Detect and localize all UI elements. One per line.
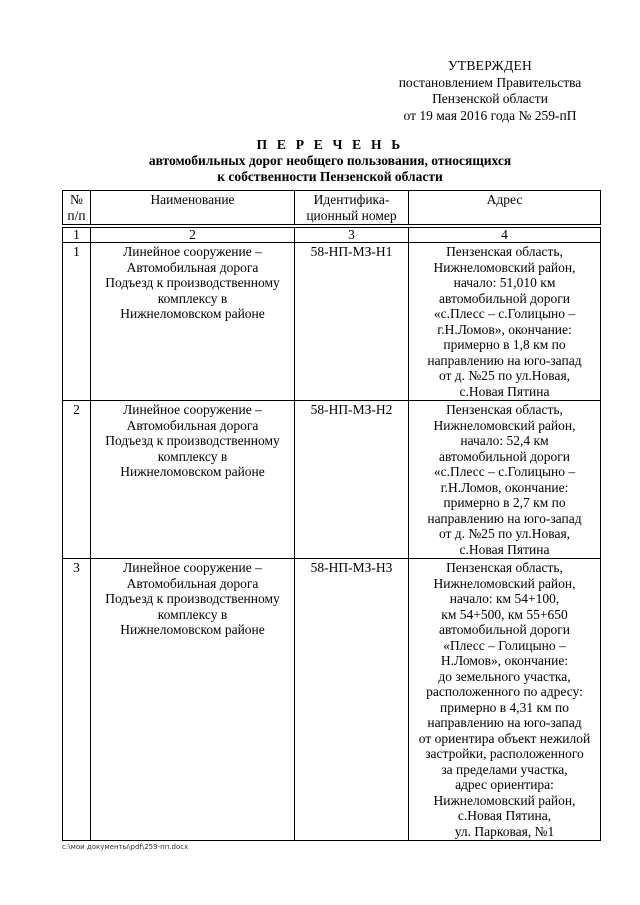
- table-row: [63, 243, 601, 401]
- table-row: [63, 401, 601, 559]
- road-address-line: Нижнеломовский район,: [433, 792, 576, 808]
- road-address-line: от д. №25 по ул.Новая,: [438, 526, 571, 541]
- road-address-line: застройки, расположенного: [425, 746, 584, 761]
- approval-line-region: Пензенской области: [432, 91, 548, 106]
- road-address-line: «с.Плесс – с.Голицыно –: [433, 306, 576, 321]
- roads-table: [62, 190, 601, 841]
- road-name: [91, 243, 295, 401]
- road-address-line: автомобильной дороги: [439, 290, 570, 306]
- road-name-line: Автомобильная дорога: [126, 417, 259, 433]
- road-address-line: от ориентира объект нежилой: [418, 730, 591, 746]
- road-address-line: примерно в 4,31 км по: [439, 699, 570, 715]
- road-name-line: комплексу в: [157, 448, 228, 464]
- title-line-2: к собственности Пензенской области: [217, 169, 443, 184]
- road-address-line: Нижнеломовский район,: [433, 259, 576, 275]
- road-address-line: с.Новая Пятина: [459, 541, 550, 557]
- road-name-line: Линейное сооружение –: [123, 560, 262, 575]
- road-address-line: до земельного участка,: [438, 668, 571, 684]
- road-address-line: расположенного по адресу:: [426, 684, 583, 699]
- road-address-line: примерно в 1,8 км по: [443, 337, 566, 352]
- road-address-line: примерно в 2,7 км по: [443, 495, 566, 510]
- col-number-2: 2: [91, 228, 295, 243]
- road-address-line: Пензенская область,: [446, 244, 563, 259]
- row-number: 3: [63, 559, 91, 841]
- row-number: 2: [63, 401, 91, 559]
- road-name-line: Подъезд к производственному: [105, 433, 280, 448]
- header-id: Идентифика- ционный номер: [295, 191, 409, 225]
- header-name: Наименование: [91, 191, 295, 225]
- road-name: [91, 401, 295, 559]
- document-title: [60, 137, 600, 185]
- road-name-line: комплексу в: [157, 290, 228, 306]
- road-address-line: «с.Плесс – с.Голицыно –: [433, 464, 576, 479]
- road-address-line: с.Новая Пятина,: [457, 808, 552, 823]
- column-number-row: [63, 228, 601, 243]
- road-address-line: начало: 52,4 км: [460, 433, 549, 448]
- roads-table-wrapper: [62, 190, 600, 841]
- header-num: № п/п: [63, 191, 91, 225]
- title-line-1: автомобильных дорог необщего пользования, относящихся: [148, 153, 512, 168]
- road-address-line: Нижнеломовский район,: [433, 417, 576, 433]
- road-address-line: автомобильной дороги: [439, 622, 570, 637]
- road-address-line: направлению на юго-запад: [427, 715, 582, 730]
- approval-line-decree: постановлением Правительства: [398, 74, 582, 90]
- road-address-line: за пределами участка,: [441, 761, 568, 777]
- road-name-line: Линейное сооружение –: [123, 402, 262, 417]
- road-address-line: Пензенская область,: [446, 560, 563, 575]
- road-name-line: комплексу в: [157, 606, 228, 622]
- road-address-line: от д. №25 по ул.Новая,: [438, 368, 571, 383]
- approval-line-date: от 19 мая 2016 года № 259-пП: [403, 107, 577, 123]
- road-name-line: Нижнеломовском районе: [120, 464, 265, 479]
- road-name-line: Автомобильная дорога: [126, 575, 259, 591]
- road-address-line: направлению на юго-запад: [427, 510, 582, 526]
- road-name-line: Подъезд к производственному: [105, 591, 280, 606]
- approval-block: [360, 58, 620, 124]
- road-name-line: Автомобильная дорога: [126, 259, 259, 275]
- road-name-line: Подъезд к производственному: [105, 275, 280, 290]
- road-address-line: км 54+500, км 55+650: [441, 606, 568, 622]
- road-address-line: г.Н.Ломов, окончание:: [440, 479, 569, 495]
- road-address-line: «Плесс – Голицыно –: [443, 637, 566, 653]
- road-address-line: Н.Ломов», окончание:: [440, 653, 569, 668]
- col-number-4: 4: [409, 228, 601, 243]
- col-number-1: 1: [63, 228, 91, 243]
- road-name: [91, 559, 295, 841]
- road-address-line: с.Новая Пятина: [459, 383, 550, 399]
- road-id: 58-НП-МЗ-Н3: [295, 559, 409, 841]
- approval-heading: УТВЕРЖДЕН: [447, 58, 533, 73]
- road-address-line: начало: 51,010 км: [453, 275, 556, 290]
- road-name-line: Нижнеломовском районе: [120, 622, 265, 637]
- table-header-row: [63, 191, 601, 225]
- col-number-3: 3: [295, 228, 409, 243]
- road-address: [409, 401, 601, 559]
- road-address-line: адрес ориентира:: [455, 777, 554, 792]
- row-number: 1: [63, 243, 91, 401]
- road-address-line: начало: км 54+100,: [449, 591, 560, 606]
- road-address-line: Нижнеломовский район,: [433, 575, 576, 591]
- road-id: 58-НП-МЗ-Н2: [295, 401, 409, 559]
- road-address: [409, 243, 601, 401]
- road-id: 58-НП-МЗ-Н1: [295, 243, 409, 401]
- road-address: [409, 559, 601, 841]
- title-heading: П Е Р Е Ч Е Н Ь: [256, 137, 404, 152]
- road-address-line: автомобильной дороги: [439, 448, 570, 464]
- footer-file-path: c:\мои документы\pdf\259-пп.docx: [62, 843, 189, 851]
- header-address: Адрес: [409, 191, 601, 225]
- road-name-line: Линейное сооружение –: [123, 244, 262, 259]
- road-address-line: Пензенская область,: [446, 402, 563, 417]
- table-row: [63, 559, 601, 841]
- road-name-line: Нижнеломовском районе: [120, 306, 265, 321]
- road-address-line: г.Н.Ломов», окончание:: [437, 321, 572, 337]
- road-address-line: направлению на юго-запад: [427, 352, 582, 368]
- road-address-line: ул. Парковая, №1: [454, 823, 555, 839]
